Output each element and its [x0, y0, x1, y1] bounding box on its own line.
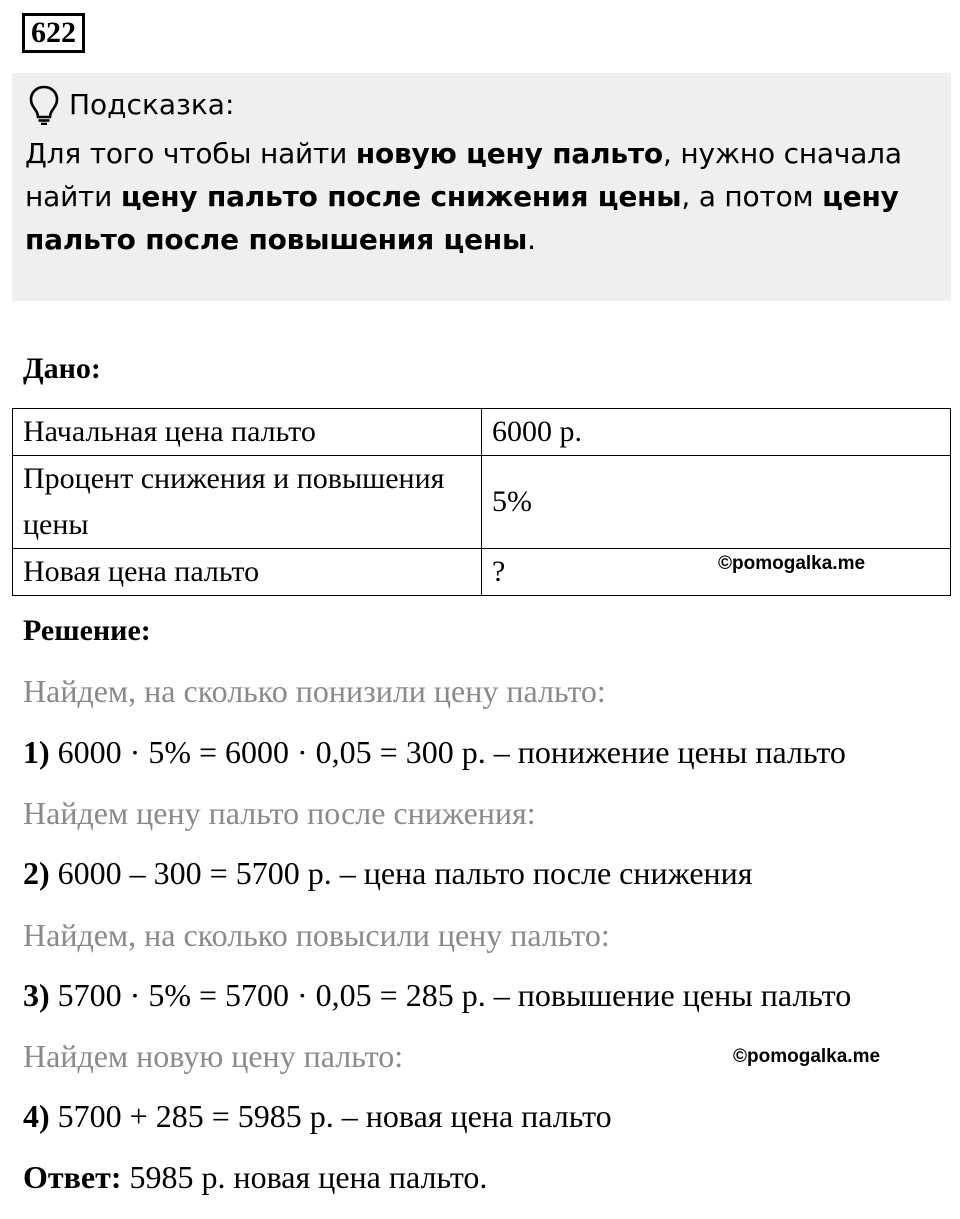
answer-label: Ответ:	[23, 1159, 122, 1195]
step-number: 2)	[23, 855, 50, 891]
watermark: ©pomogalka.me	[733, 1046, 881, 1067]
hint-text	[25, 132, 925, 261]
solution-title: Решение:	[23, 614, 151, 647]
answer-text: 5985 р. новая цена пальто.	[129, 1159, 488, 1195]
given-label: Процент снижения и повышения цены	[13, 456, 482, 549]
given-value: 6000 р.	[482, 409, 951, 456]
step-line	[23, 1098, 612, 1135]
step-number: 4)	[23, 1098, 50, 1134]
given-label: Начальная цена пальто	[13, 409, 482, 456]
hint-text-bold: цену пальто после снижения цены	[120, 180, 682, 213]
given-title: Дано:	[23, 352, 101, 385]
step-comment: Найдем новую цену пальто:	[23, 1038, 404, 1074]
step-line	[23, 855, 752, 892]
step-number: 1)	[23, 734, 50, 770]
hint-text-part: , нужно сначала найти	[25, 137, 902, 213]
step-expression: 5700 + 285 = 5985 р. – новая цена пальто	[57, 1098, 612, 1134]
step-line	[23, 977, 851, 1014]
step-comment: Найдем, на сколько понизили цену пальто:	[23, 673, 606, 709]
table-row	[13, 456, 951, 549]
step-comment: Найдем цену пальто после снижения:	[23, 795, 536, 831]
step-expression: 6000 – 300 = 5700 р. – цена пальто после снижения	[57, 855, 753, 891]
watermark: ©pomogalka.me	[718, 553, 866, 574]
step-expression: 6000 · 5% = 6000 · 0,05 = 300 р. – понижение цены пальто	[57, 734, 846, 770]
hint-text-bold: цену пальто после повышения цены	[25, 180, 899, 256]
step-comment: Найдем, на сколько повысили цену пальто:	[23, 917, 610, 953]
hint-text-bold: новую цену пальто	[355, 137, 663, 170]
hint-title: Подсказка:	[69, 88, 235, 121]
hint-header	[29, 83, 234, 126]
lightbulb-icon	[29, 85, 59, 125]
hint-text-part: , а потом	[681, 180, 823, 213]
step-number: 3)	[23, 977, 50, 1013]
answer-line	[23, 1159, 487, 1196]
step-expression: 5700 · 5% = 5700 · 0,05 = 285 р. – повышение цены пальто	[57, 977, 852, 1013]
hint-box	[12, 73, 951, 301]
hint-text-part: Для того чтобы найти	[25, 137, 356, 170]
hint-text-part: .	[527, 223, 536, 256]
task-number: 622	[22, 13, 85, 53]
given-label: Новая цена пальто	[13, 549, 482, 596]
table-row	[13, 409, 951, 456]
step-line	[23, 734, 846, 771]
given-value: ?	[482, 549, 951, 596]
given-value: 5%	[482, 456, 951, 549]
